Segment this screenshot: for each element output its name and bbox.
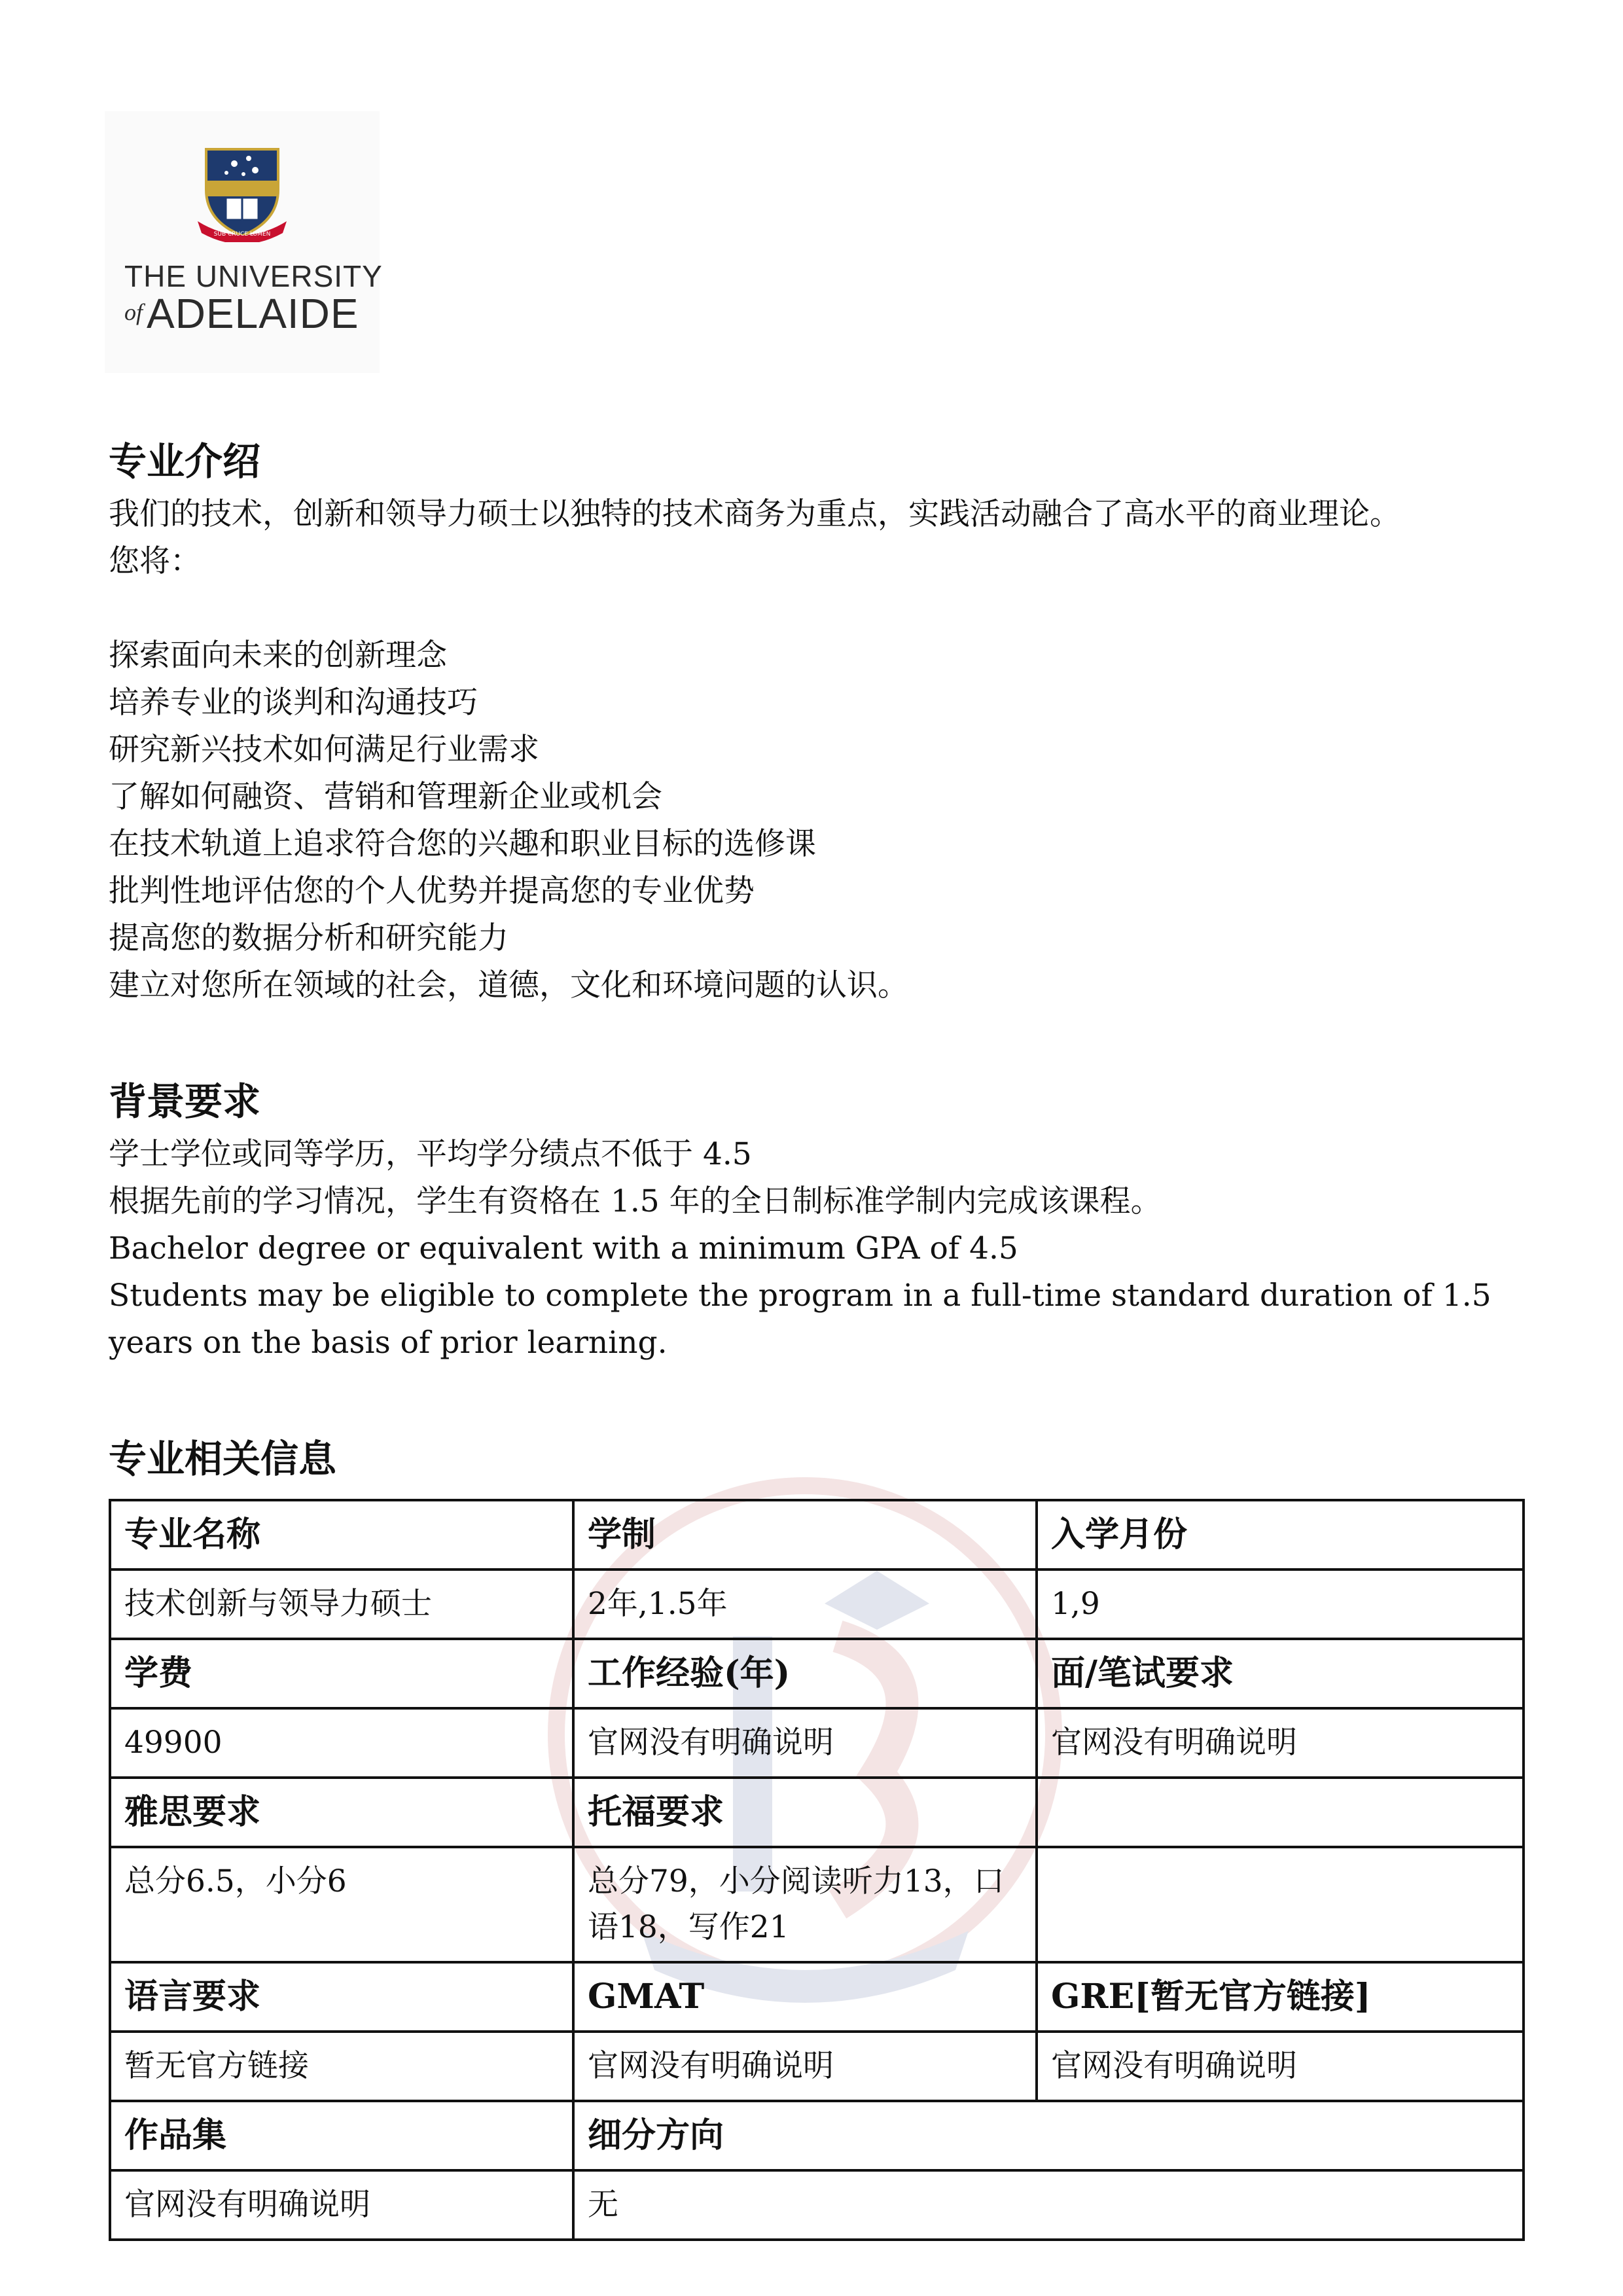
table-row <box>110 2101 1524 2170</box>
list-item: 在技术轨道上追求符合您的兴趣和职业目标的选修课 <box>109 826 816 862</box>
table-row <box>110 1962 1524 2032</box>
background-line: Students may be eligible to complete the program in a full-time standard duration of 1.5 <box>109 1278 1491 1314</box>
list-item: 了解如何融资、营销和管理新企业或机会 <box>109 779 662 815</box>
specialization-value: 无 <box>573 2170 1524 2240</box>
table-row <box>110 1639 1524 1708</box>
table-row <box>110 1570 1524 1639</box>
list-item: 研究新兴技术如何满足行业需求 <box>109 732 539 768</box>
logo-motto: SUB CRUCE LUMEN <box>213 231 271 238</box>
specialization-label: 细分方向 <box>573 2101 1524 2170</box>
program-name-label: 专业名称 <box>110 1500 573 1570</box>
background-line: years on the basis of prior learning. <box>109 1325 668 1361</box>
intake-value: 1,9 <box>1037 1570 1524 1639</box>
info-heading: 专业相关信息 <box>109 1437 337 1481</box>
gre-label: GRE[暂无官方链接] <box>1037 1962 1524 2032</box>
gmat-label: GMAT <box>573 1962 1037 2032</box>
empty-cell <box>1037 1778 1524 1847</box>
toefl-value <box>573 1847 1037 1962</box>
toefl-value-line1: 总分79，小分阅读听力13，口 <box>588 1863 1005 1899</box>
background-heading: 背景要求 <box>109 1079 261 1124</box>
background-line: Bachelor degree or equivalent with a minimum GPA of 4.5 <box>109 1230 1018 1266</box>
background-line: 根据先前的学习情况，学生有资格在 1.5 年的全日制标准学制内完成该课程。 <box>109 1183 1162 1219</box>
list-item: 批判性地评估您的个人优势并提高您的专业优势 <box>109 873 755 909</box>
table-row <box>110 1778 1524 1847</box>
program-name-value: 技术创新与领导力硕士 <box>110 1570 573 1639</box>
list-item: 建立对您所在领域的社会，道德，文化和环境问题的认识。 <box>109 967 908 1003</box>
table-row <box>110 2032 1524 2101</box>
main-content <box>109 432 1522 1488</box>
table-row <box>110 1500 1524 1570</box>
crest-icon <box>196 144 288 242</box>
table-row <box>110 1708 1524 1778</box>
duration-value: 2年,1.5年 <box>573 1570 1037 1639</box>
logo-line1: THE UNIVERSITY <box>124 259 383 293</box>
logo-of: of <box>124 299 143 325</box>
university-logo <box>105 111 383 373</box>
table-row <box>110 2170 1524 2240</box>
gmat-value: 官网没有明确说明 <box>573 2032 1037 2101</box>
interview-label: 面/笔试要求 <box>1037 1639 1524 1708</box>
gre-value: 官网没有明确说明 <box>1037 2032 1524 2101</box>
program-info-table <box>109 1499 1525 2241</box>
intro-list <box>109 632 1522 1009</box>
language-label: 语言要求 <box>110 1962 573 2032</box>
toefl-value-line2: 语18，写作21 <box>588 1909 789 1945</box>
logo-line2: ADELAIDE <box>147 290 359 337</box>
list-item: 培养专业的谈判和沟通技巧 <box>109 685 478 721</box>
background-line: 学士学位或同等学历，平均学分绩点不低于 4.5 <box>109 1136 752 1172</box>
interview-value: 官网没有明确说明 <box>1037 1708 1524 1778</box>
intake-label: 入学月份 <box>1037 1500 1524 1570</box>
portfolio-value: 官网没有明确说明 <box>110 2170 573 2240</box>
intro-heading: 专业介绍 <box>109 439 261 484</box>
work-exp-label: 工作经验(年) <box>573 1639 1037 1708</box>
list-item: 探索面向未来的创新理念 <box>109 637 447 673</box>
empty-cell <box>1037 1847 1524 1962</box>
tuition-value: 49900 <box>110 1708 573 1778</box>
toefl-label: 托福要求 <box>573 1778 1037 1847</box>
intro-text-line2: 您将： <box>109 543 201 579</box>
list-item: 提高您的数据分析和研究能力 <box>109 920 508 956</box>
ielts-label: 雅思要求 <box>110 1778 573 1847</box>
tuition-label: 学费 <box>110 1639 573 1708</box>
language-value: 暂无官方链接 <box>110 2032 573 2101</box>
duration-label: 学制 <box>573 1500 1037 1570</box>
table-row <box>110 1847 1524 1962</box>
intro-text-line1: 我们的技术，创新和领导力硕士以独特的技术商务为重点，实践活动融合了高水平的商业理论。 <box>109 496 1400 532</box>
ielts-value: 总分6.5，小分6 <box>110 1847 573 1962</box>
portfolio-label: 作品集 <box>110 2101 573 2170</box>
work-exp-value: 官网没有明确说明 <box>573 1708 1037 1778</box>
